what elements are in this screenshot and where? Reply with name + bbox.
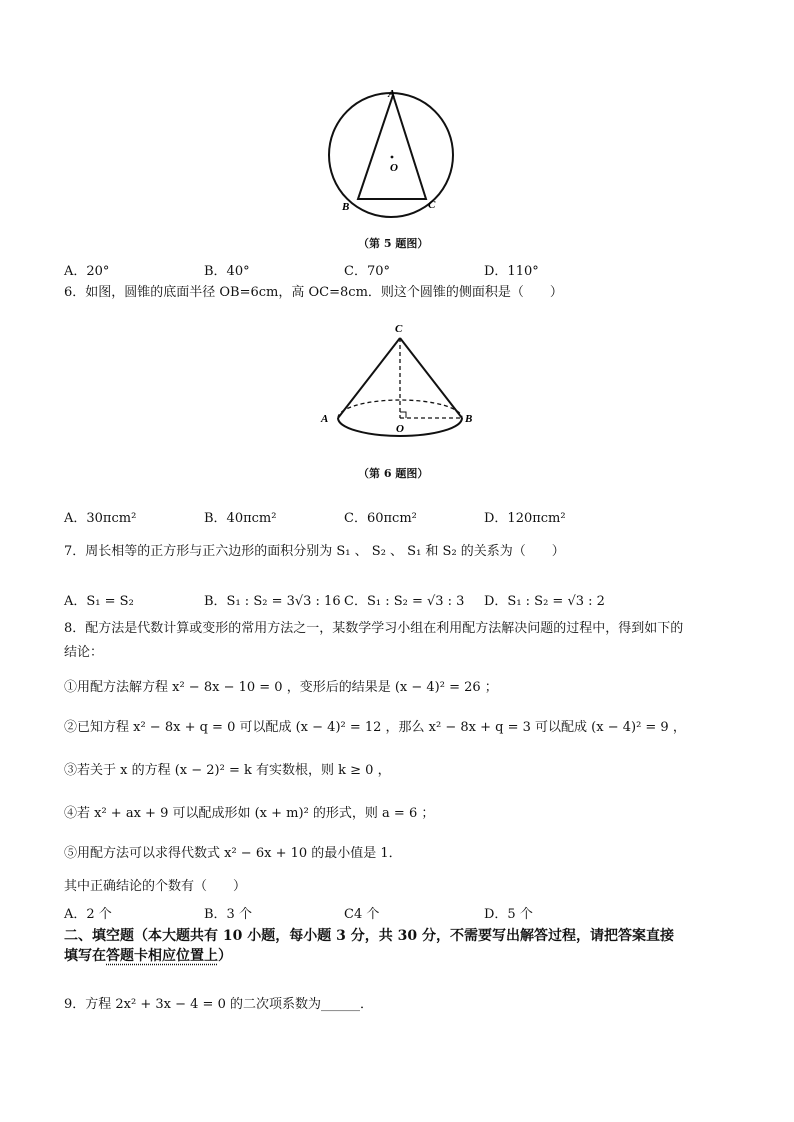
q8-stem-line1: 8．配方法是代数计算或变形的常用方法之一，某数学学习小组在利用配方法解决问题的过程中，得到如下的 bbox=[64, 621, 684, 636]
q7-stem: 7．周长相等的正方形与正六边形的面积分别为 S₁ 、 S₂ 、 S₁ 和 S₂ 的关系为（ ） bbox=[64, 544, 565, 559]
q8-option-d[interactable]: D．5 个 bbox=[484, 907, 533, 922]
q7-option-d[interactable]: D．S₁ : S₂ = √3 : 2 bbox=[484, 594, 605, 609]
q7-option-b[interactable]: B．S₁ : S₂ = 3√3 : 16 bbox=[204, 594, 341, 609]
label-o: O bbox=[396, 423, 404, 435]
section-2-heading-emphasis: 答题卡相应位置上 bbox=[106, 948, 218, 964]
q8-option-a[interactable]: A．2 个 bbox=[64, 907, 112, 922]
q8-item-4: ④若 x² + ax + 9 可以配成形如 (x + m)² 的形式，则 a = 6 ； bbox=[64, 806, 435, 821]
q6-option-d[interactable]: D．120πcm² bbox=[484, 511, 566, 526]
q8-item-1: ①用配方法解方程 x² − 8x − 10 = 0 ，变形后的结果是 (x − 4)² = 26 ； bbox=[64, 680, 498, 695]
label-b: B bbox=[342, 201, 350, 213]
q7-option-a[interactable]: A．S₁ = S₂ bbox=[64, 594, 134, 609]
q8-item-5: ⑤用配方法可以求得代数式 x² − 6x + 10 的最小值是 1． bbox=[64, 846, 402, 861]
label-a: A bbox=[388, 88, 396, 100]
q6-option-a[interactable]: A．30πcm² bbox=[64, 511, 137, 526]
q7-options bbox=[64, 590, 684, 609]
q8-option-c[interactable]: C4 个 bbox=[344, 907, 380, 922]
q8-option-b[interactable]: B．3 个 bbox=[204, 907, 252, 922]
q8-options bbox=[64, 903, 684, 922]
section-2-heading bbox=[64, 926, 744, 966]
section-2-heading-line2 bbox=[64, 946, 744, 966]
center-point bbox=[391, 156, 394, 159]
q6-stem: 6．如图，圆锥的底面半径 OB=6cm，高 OC=8cm．则这个圆锥的侧面积是（ ） bbox=[64, 285, 563, 300]
triangle-abc bbox=[358, 95, 426, 199]
figure-5-caption: （第 5 题图） bbox=[358, 237, 429, 250]
q8-item-3: ③若关于 x 的方程 (x − 2)² = k 有实数根，则 k ≥ 0 ， bbox=[64, 763, 391, 778]
q5-option-d[interactable]: D．110° bbox=[484, 264, 539, 279]
q8-stem-line2: 结论： bbox=[64, 645, 104, 660]
section-2-heading-part-c: ） bbox=[218, 948, 232, 964]
section-2-heading-line1: 二、填空题（本大题共有 10 小题，每小题 3 分，共 30 分，不需要写出解答过程，请把答案直接 bbox=[64, 928, 674, 944]
label-o: O bbox=[390, 162, 398, 174]
section-2-heading-part-a: 填写在 bbox=[64, 948, 106, 964]
figure-5 bbox=[320, 85, 460, 225]
q8-question: 其中正确结论的个数有（ ） bbox=[64, 879, 247, 894]
q8-item-2: ②已知方程 x² − 8x + q = 0 可以配成 (x − 4)² = 12 ，那么 x² − 8x + q = 3 可以配成 (x − 4)² = 9 ， bbox=[64, 720, 686, 735]
right-angle-mark bbox=[400, 412, 406, 418]
figure-6 bbox=[315, 318, 485, 448]
q5-options bbox=[64, 260, 684, 279]
label-c: C bbox=[395, 323, 403, 335]
label-b: B bbox=[465, 413, 473, 425]
label-c: C bbox=[428, 199, 436, 211]
slant-ca bbox=[338, 338, 400, 418]
q5-option-b[interactable]: B．40° bbox=[204, 264, 250, 279]
q5-option-a[interactable]: A．20° bbox=[64, 264, 110, 279]
slant-cb bbox=[400, 338, 462, 418]
figure-6-caption: （第 6 题图） bbox=[358, 467, 429, 480]
q6-option-b[interactable]: B．40πcm² bbox=[204, 511, 277, 526]
label-a: A bbox=[321, 413, 329, 425]
q7-option-c[interactable]: C．S₁ : S₂ = √3 : 3 bbox=[344, 594, 465, 609]
q6-option-c[interactable]: C．60πcm² bbox=[344, 511, 417, 526]
q6-options bbox=[64, 507, 684, 526]
q9-stem: 9．方程 2x² + 3x − 4 = 0 的二次项系数为______． bbox=[64, 997, 373, 1012]
q5-option-c[interactable]: C．70° bbox=[344, 264, 390, 279]
